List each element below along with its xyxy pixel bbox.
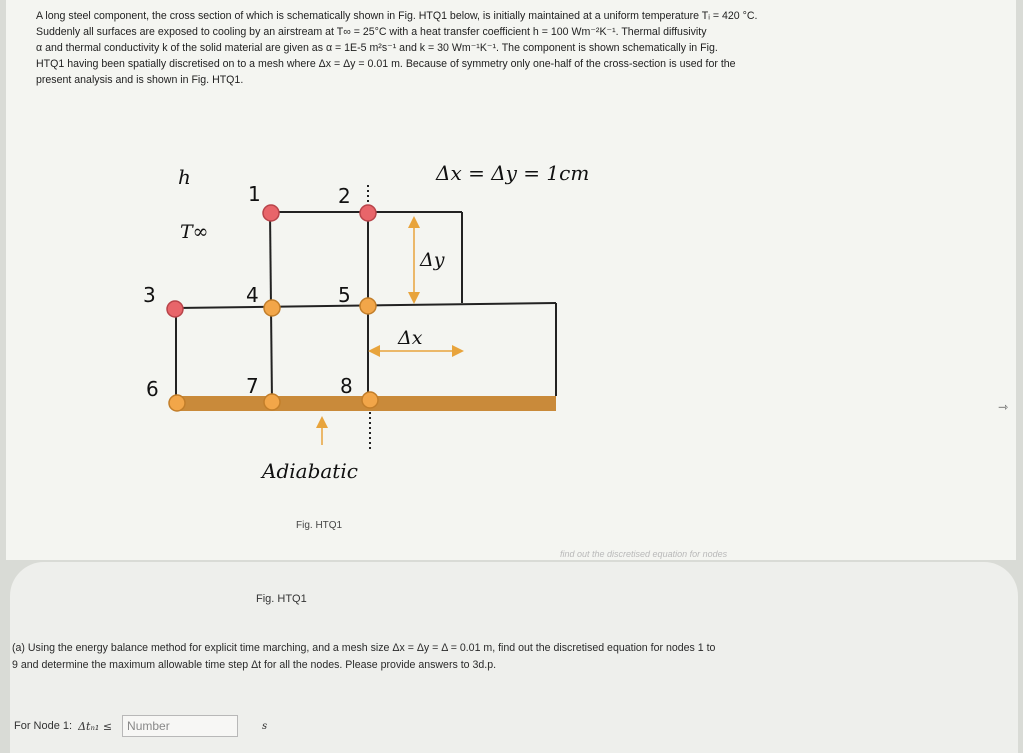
- node-label-4: 4: [246, 283, 259, 307]
- node-label-7: 7: [246, 374, 259, 398]
- question-line-1: (a) Using the energy balance method for explicit time marching, and a mesh size Δx = Δy = Δ = 0.01 m, find out the discretised equation for nodes 1 to: [12, 642, 716, 654]
- tinf-label: T∞: [180, 221, 209, 243]
- question-line-2: 9 and determine the maximum allowable time step Δt for all the nodes. Please provide answers to 3d.p.: [12, 659, 497, 671]
- node-3: [167, 301, 183, 317]
- node-8: [362, 392, 378, 408]
- figure-caption-bottom: Fig. HTQ1: [256, 593, 307, 605]
- answer-variable: Δtₙ₁ ≤: [78, 719, 113, 733]
- problem-line-3: α and thermal conductivity k of the solid material are given as α = 1E-5 m²s⁻¹ and k = 30 Wm⁻¹K⁻¹. The component is shown schematically in Fig.: [36, 42, 718, 54]
- node-4: [264, 300, 280, 316]
- figure-caption: Fig. HTQ1: [296, 520, 343, 531]
- dy-label: Δy: [420, 249, 445, 271]
- h-label: h: [178, 165, 191, 189]
- problem-line-5: present analysis and is shown in Fig. HTQ1.: [36, 74, 244, 86]
- node-label-5: 5: [338, 283, 351, 307]
- spacing-label: Δx = Δy = 1cm: [436, 161, 590, 185]
- cursor-icon: ⇾: [998, 400, 1009, 414]
- answer-unit: s: [262, 720, 268, 732]
- node-label-6: 6: [146, 377, 159, 401]
- node-label-8: 8: [340, 374, 353, 398]
- node-1: [263, 205, 279, 221]
- question-text: [12, 640, 1017, 674]
- node-2: [360, 205, 376, 221]
- node-6: [169, 395, 185, 411]
- problem-line-4: HTQ1 having been spatially discretised on to a mesh where Δx = Δy = 0.01 m. Because of symmetry only one-half of the cross-section is used for the: [36, 58, 736, 70]
- problem-line-2: Suddenly all surfaces are exposed to cooling by an airstream at T∞ = 25°C with a heat transfer coefficient h = 100 Wm⁻²K⁻¹. Thermal diffusivity: [36, 26, 707, 38]
- faded-question-text: find out the discretised equation for nodes: [560, 549, 728, 559]
- node-label-3: 3: [143, 283, 156, 307]
- node-label-2: 2: [338, 184, 351, 208]
- node-1-answer-input[interactable]: [122, 715, 238, 737]
- answer-row-node-1: [14, 713, 267, 739]
- node-5: [360, 298, 376, 314]
- adiabatic-label: Adiabatic: [262, 459, 358, 483]
- node-label-1: 1: [248, 182, 261, 206]
- dx-label: Δx: [398, 327, 423, 349]
- problem-line-1: A long steel component, the cross section of which is schematically shown in Fig. HTQ1 below, is initially maintained at a uniform temperature Tᵢ = 420 °C.: [36, 10, 758, 22]
- node-7: [264, 394, 280, 410]
- answer-label: For Node 1:: [14, 720, 73, 732]
